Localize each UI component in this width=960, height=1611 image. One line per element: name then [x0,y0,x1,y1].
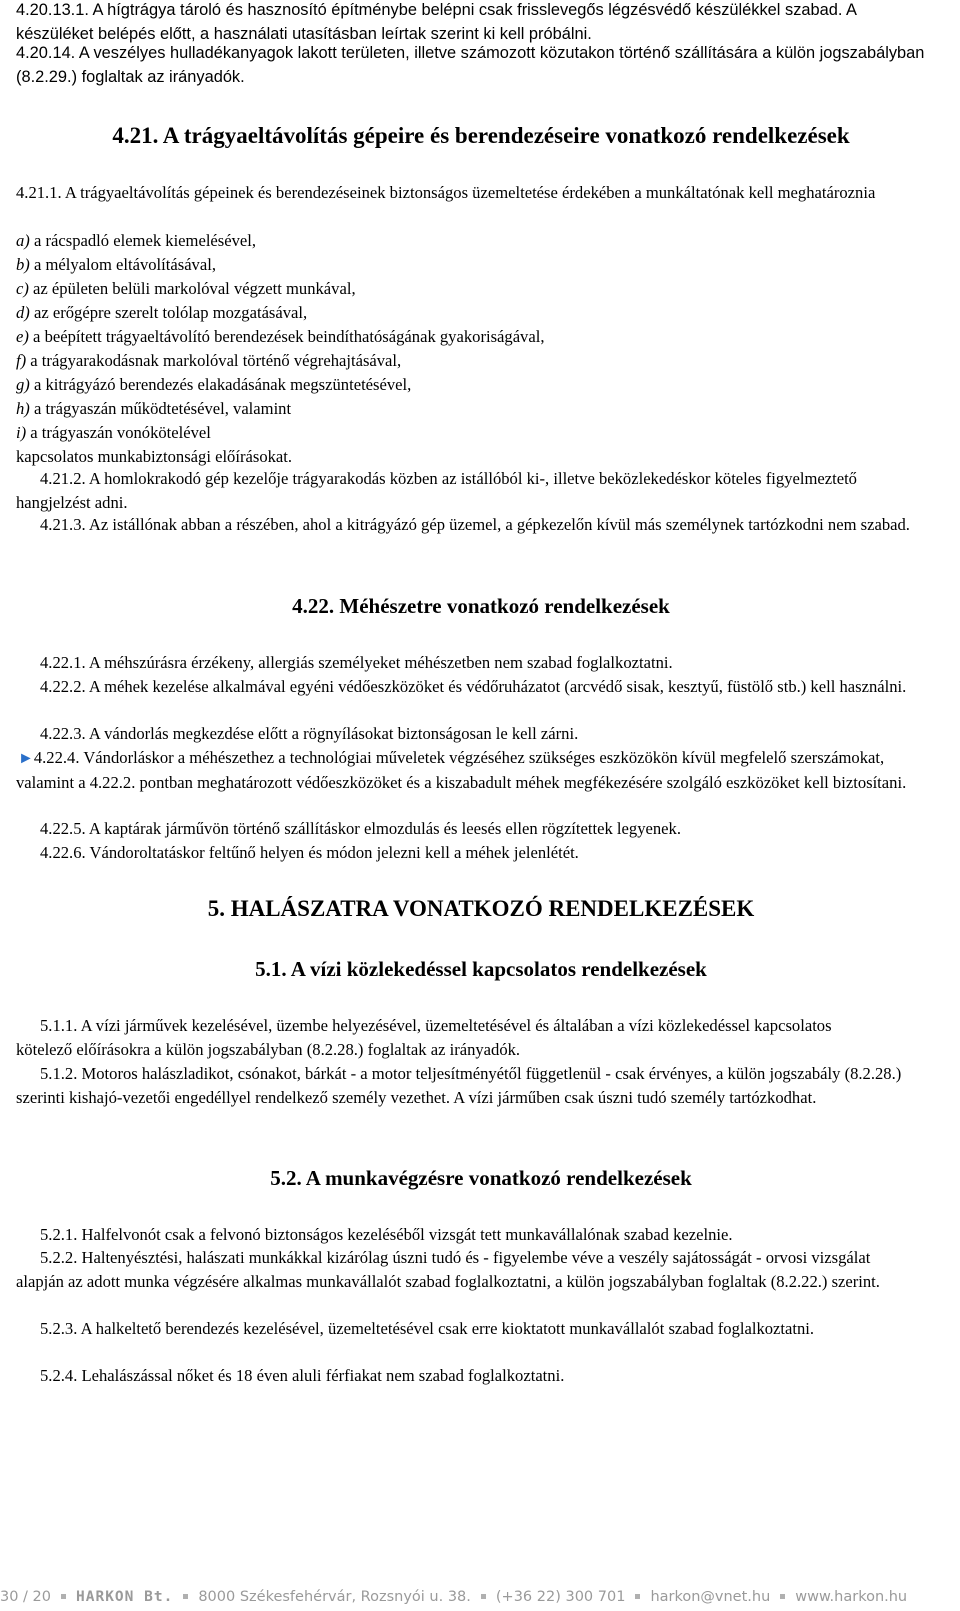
list-item-text: a beépített trágyaeltávolító berendezések beindíthatóságának gyakoriságával, [28,327,545,346]
paragraph-4-21-3: 4.21.3. Az istállónak abban a részében, ahol a kitrágyázó gép üzemel, a gépkezelőn kívül más személynek tartózkodni nem szabad. [40,515,910,534]
paragraph-4-20-13-1: 4.20.13.1. A hígtrágya tároló és hasznosító építménybe belépni csak frisslevegős légzésvédő készülékkel szabad. A készüléket belépés előtt, a használati utasításban leírtak szerint ki kell próbálni. [16,1,857,43]
list-item-text: a trágyaszán vonókötelével [26,423,211,442]
paragraph-5-1-1: 5.1.1. A vízi járművek kezelésével, üzembe helyezésével, üzemeltetésével és általában a vízi közlekedéssel kapcsolatos kötelező előírásokra a külön jogszabályban (8.2.28.) foglaltak az irányadók. [16,1016,832,1059]
paragraph-4-21-1: 4.21.1. A trágyaeltávolítás gépeinek és berendezéseinek biztonságos üzemeltetése érdekében a munkáltatónak kell meghatároznia [16,183,876,202]
list-item [16,349,916,373]
chapter-heading-5: 5. HALÁSZATRA VONATKOZÓ RENDELKEZÉSEK [207,896,755,921]
list-item-letter: b) [16,255,30,274]
list-item-letter: f) [16,351,27,370]
list-item-text: az erőgépre szerelt tolólap mozgatásával, [29,303,308,322]
paragraph-5-2-2: 5.2.2. Haltenyésztési, halászati munkákkal kizárólag úszni tudó és - figyelembe véve a veszély sajátosságát - orvosi vizsgálat alapján az adott munka végzésére alkalmas munkavállalót szabad foglalkoztatni, a külön jogszabályban foglaltak (8.2.22.) szerint. [16,1248,880,1291]
amendment-marker-icon: ► [18,750,34,767]
footer-separator [635,1594,640,1599]
paragraph-5-2-3: 5.2.3. A halkeltető berendezés kezelésével, üzemeltetésével csak erre kioktatott munkavállalót szabad foglalkoztatni. [40,1319,815,1338]
list-item-letter: i) [16,423,27,442]
paragraph-4-22-2: 4.22.2. A méhek kezelése alkalmával egyéni védőeszközöket és védőruházatot (arcvédő sisak, kesztyű, füstölő stb.) kell használni. [40,677,907,696]
list-item [16,253,916,277]
paragraph-4-22-6: 4.22.6. Vándoroltatáskor feltűnő helyen és módon jelezni kell a méhek jelenlétét. [40,843,579,862]
list-item [16,277,916,301]
section-heading-4-22: 4.22. Méhészetre vonatkozó rendelkezések [292,594,670,618]
list-item-letter: a) [16,231,30,250]
list-item [16,373,916,397]
company-logo: HARKON Bt. [76,1589,174,1605]
paragraph-4-22-3: 4.22.3. A vándorlás megkezdése előtt a rögnyílásokat biztonságosan le kell zárni. [40,724,579,743]
section-heading-5-2: 5.2. A munkavégzésre vonatkozó rendelkezések [270,1166,692,1190]
list-item-letter: d) [16,303,30,322]
paragraph-5-1-2: 5.1.2. Motoros halászladikot, csónakot, bárkát - a motor teljesítményétől függetlenül - csak érvényes, a külön jogszabály (8.2.28.) szerinti kishajó-vezetői engedéllyel rendelkező személy vezethet. A vízi járműben csak úszni tudó személy tartózkodhat. [16,1064,902,1107]
list-item-letter: e) [16,327,29,346]
list-item [16,301,916,325]
footer-separator [780,1594,785,1599]
list-item [16,397,916,421]
paragraph-4-22-5: 4.22.5. A kaptárak járművön történő szállításkor elmozdulás és leesés ellen rögzítettek legyenek. [40,819,681,838]
list-4-21-1 [16,229,916,469]
paragraph-4-22-1: 4.22.1. A méhszúrásra érzékeny, allergiás személyeket méhészetben nem szabad foglalkoztatni. [40,653,673,672]
list-item-text: az épületen belüli markolóval végzett munkával, [28,279,356,298]
footer-separator [61,1594,66,1599]
list-item-letter: h) [16,399,30,418]
list-item [16,421,916,445]
footer-address: 8000 Székesfehérvár, Rozsnyói u. 38. [198,1589,471,1605]
list-item-letter: g) [16,375,30,394]
footer-phone: (+36 22) 300 701 [495,1589,626,1605]
list-item-text: a trágyarakodásnak markolóval történő végrehajtásával, [26,351,402,370]
footer-separator [481,1594,486,1599]
list-item-text: a mélyalom eltávolításával, [29,255,216,274]
list-item-text: a trágyaszán működtetésével, valamint [29,399,292,418]
section-heading-4-21: 4.21. A trágyaeltávolítás gépeire és berendezéseire vonatkozó rendelkezések [112,123,850,148]
paragraph-4-22-4-text: 4.22.4. Vándorláskor a méhészethez a technológiai műveletek végzéséhez szükséges eszközökön kívül megfelelő szerszámokat, valamint a 4.22.2. pontban meghatározott védőeszközöket és a kiszabadult méhek megfékezésére szolgáló eszközöket kell biztosítani. [16,748,907,792]
list-item [16,325,916,349]
list-item-text: a kitrágyázó berendezés elakadásának megszüntetésével, [29,375,412,394]
paragraph-4-21-2: 4.21.2. A homlokrakodó gép kezelője trágyarakodás közben az istállóból ki-, illetve beközlekedéskor köteles figyelmeztető hangjelzést adni. [16,469,857,512]
page-number: 30 / 20 [0,1589,52,1605]
footer-website: www.harkon.hu [795,1589,908,1605]
list-item [16,229,916,253]
list-item-letter: c) [16,279,29,298]
footer-separator [183,1594,188,1599]
paragraph-4-22-4 [16,746,921,795]
paragraph-5-2-1: 5.2.1. Halfelvonót csak a felvonó biztonságos kezeléséből vizsgát tett munkavállalónak szabad kezelnie. [40,1225,733,1244]
section-heading-5-1: 5.1. A vízi közlekedéssel kapcsolatos rendelkezések [255,957,707,981]
paragraph-4-20-14: 4.20.14. A veszélyes hulladékanyagok lakott területen, illetve számozott közutakon történő szállítására a külön jogszabályban (8.2.29.) foglaltak az irányadók. [16,44,925,86]
list-closing: kapcsolatos munkabiztonsági előírásokat. [16,447,293,466]
paragraph-5-2-4: 5.2.4. Lehalászással nőket és 18 éven aluli férfiakat nem szabad foglalkoztatni. [40,1366,565,1385]
page-footer [0,1586,960,1608]
footer-email: harkon@vnet.hu [650,1589,771,1605]
list-item-text: a rácspadló elemek kiemelésével, [29,231,257,250]
